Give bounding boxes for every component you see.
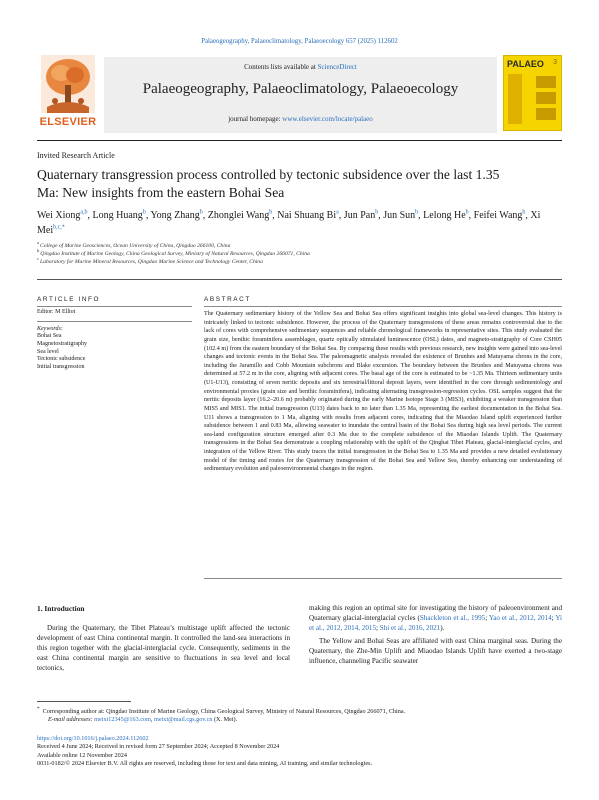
keyword: Bohai Sea — [37, 333, 62, 339]
contents-line — [104, 63, 497, 71]
cover-title: PALAEO — [507, 59, 544, 69]
paper-title: Quaternary transgression process controlled by tectonic subsidence over the last 1.35 Ma: New insights from the eastern Bohai Sea — [37, 167, 500, 200]
abstract-heading: ABSTRACT — [204, 296, 251, 303]
contents-prefix: Contents lists available at — [244, 63, 318, 71]
author-name: Lelong He — [423, 210, 466, 221]
available-online: Available online 12 November 2024 — [37, 751, 127, 759]
affiliation-text: Qingdao Institute of Marine Geology, China Geological Survey, Ministry of Natural Resources, Qingdao 266071, China — [40, 250, 310, 257]
author-name: Jun Pan — [343, 210, 376, 221]
author[interactable] — [423, 210, 469, 221]
author-name: Feifei Wang — [473, 210, 523, 221]
cover-number: 3 — [553, 59, 557, 66]
author[interactable] — [277, 210, 339, 221]
introduction-paragraph: During the Quaternary, the Tibet Plateau’s multistage uplift affected the tectonic development of east China continental margin. It controlled the land-sea interactions in this region together with the glacial-interglacial cycle. Consequently, sediments in the east China continental margin are sensitive to fluctuations in sea level and local tectonics, — [37, 624, 290, 673]
email-link[interactable]: meixi@mail.cgs.gov.cn — [154, 716, 213, 724]
author[interactable] — [474, 210, 526, 221]
citation-link[interactable]: Yao et al., 2012, 2014 — [488, 614, 552, 623]
journal-header — [104, 57, 497, 133]
keyword: Tectonic subsidence — [37, 356, 86, 363]
keyword: Initial transgression — [37, 364, 85, 371]
keywords-label: Keywords: — [37, 326, 63, 332]
homepage-line — [104, 115, 497, 123]
header-divider — [37, 140, 562, 141]
affiliation-list — [37, 240, 557, 267]
divider — [204, 306, 562, 307]
corresponding-author-text: Corresponding author at: Qingdao Institute of Marine Geology, China Geological Survey, Ministry of Natural Resources, Qingdao 266071, China. — [42, 708, 406, 716]
email-line — [37, 716, 562, 724]
author-list: Wei Xiong$^{a,b}$, Long Huang$^b$, Yong Zhang$^b$, Zhonglei Wang$^b$, Nai Shuang Bi$^a$, Jun Pan$^b$, Jun Sun$^b$, Lelong He$^b$, Feifei Wang$^b$, Xi Mei$^{b,c,*}$ — [37, 209, 541, 236]
author-affiliation-marker[interactable]: a,b — [80, 209, 88, 216]
author-affiliation-marker[interactable]: a — [336, 209, 339, 216]
journal-reference[interactable]: Palaeogeography, Palaeoclimatology, Palaeoecology 657 (2025) 112602 — [201, 38, 398, 45]
section-divider — [37, 279, 562, 280]
email-suffix: (X. Mei). — [212, 716, 238, 724]
affiliation — [37, 248, 557, 259]
cover-decoration — [508, 74, 522, 124]
author[interactable] — [344, 210, 378, 221]
paragraph-text: making this region an optimal site for investigating the history of paleoenvironment and Quaternary glacial-interglacial cycles ( — [309, 604, 562, 623]
article-type: Invited Research Article — [37, 151, 115, 160]
author[interactable] — [383, 210, 418, 221]
doi-link[interactable]: https://doi.org/10.1016/j.palaeo.2024.112602 — [37, 735, 149, 742]
affiliation-text: College of Marine Geosciences, Ocean University of China, Qingdao 266100, China — [40, 243, 231, 249]
introduction-heading: 1. Introduction — [37, 604, 85, 613]
copyright-line: 0031-0182/© 2024 Elsevier B.V. All rights are reserved, including those for text and data mining, AI training, and similar technologies. — [37, 760, 373, 768]
article-info-heading: ARTICLE INFO — [37, 296, 101, 303]
editor-line: Editor: M Elliot — [37, 309, 76, 315]
keyword-list — [37, 333, 87, 372]
author[interactable] — [37, 210, 88, 221]
author[interactable] — [93, 210, 146, 221]
author-name: Long Huang — [92, 210, 143, 221]
affiliation-text: Laboratory for Marine Mineral Resources, Qingdao Marine Science and Technology Center, China — [40, 258, 263, 265]
divider — [204, 578, 562, 579]
citation-link[interactable]: Shackleton et al., 1995 — [419, 614, 486, 623]
paragraph-text: ). — [440, 624, 445, 633]
author-affiliation-marker[interactable]: b — [415, 209, 419, 216]
keyword: Sea level — [37, 348, 59, 355]
author-name: Nai Shuang Bi — [277, 210, 337, 221]
journal-title: Palaeogeography, Palaeoclimatology, Palaeoecology — [142, 81, 459, 97]
footnote-divider — [37, 701, 131, 702]
author[interactable] — [150, 210, 202, 221]
cover-decoration — [536, 76, 556, 88]
cover-decoration — [536, 92, 556, 104]
email-label: E-mail addresses: — [48, 716, 95, 724]
email-separator: , — [150, 716, 155, 724]
author-name: Xi Mei — [37, 210, 541, 236]
author-affiliation-marker[interactable]: b — [269, 209, 273, 216]
author-affiliation-marker[interactable]: b — [375, 209, 379, 216]
affiliation-key: c — [37, 255, 40, 261]
citation-link[interactable]: Yi et al., 2012, 2014, 2015 — [309, 614, 563, 633]
author-affiliation-marker[interactable]: b — [199, 209, 203, 216]
introduction-paragraph: The Yellow and Bohai Seas are affiliated with east China marginal seas. During the Quaternary, the Zhe-Min Uplift and Miaodao Islands Uplift have exerted a two-stage influence, channeling Pacific seawater — [309, 637, 562, 666]
divider — [37, 321, 192, 322]
affiliation-key: a — [37, 240, 40, 246]
footnote-marker: * — [37, 706, 40, 712]
introduction-paragraph — [309, 603, 562, 633]
author-name: Zhonglei Wang — [207, 210, 270, 221]
abstract-text: The Quaternary sedimentary history of the Yellow Sea and Bohai Sea offers significant insights into global sea-level changes. This history is intricately linked to tectonic subsidence. However, the process of the Quaternary transgressions of these areas remains controversial due to the lack of cores with comprehensive sedimentary sequences and reliable chronological frameworks in representative sites. This study evaluated the grain size, benthic foraminifera assemblages, quartz optically stimulated luminescence (OSL) dates, and magneto-stratigraphy of Core CSH05 (102.4 m) from the eastern boundary of the Bohai Sea. By comparing these results with previous research, new insights were gained into sea-level changes and tectonic events in the Bohai Sea. The paleomagnetic analysis revealed the existence of Brunhes and Matuyama chrons in the core, including the Jaramillo and Cobb Mountain subchrons and Blake excursion. The boundary between the Brunhes and Matuyama chrons was determined at 57.2 m in the core, aligning with adjacent cores. The basal age of the core is estimated to be ~1.35 Ma. Thirteen sedimentary units (U1-U13), consisting of seven neritic deposits and six terrestrial/littoral deposit layers, were identified in the core through sedimentology and environmental proxies (grain size and benthic foraminifera), indicating alternating transgression-regression cycles. OSL samples suggest that the neritic deposits layer (16.2–20.6 m) probably originated during the early Marine Isotope Stage 3 (MIS3), exhibiting a weaker transgression than MIS5 and MIS1. The initial transgression (U13) dates back to no later than 1.35 Ma, representing the earliest documentation in the Bohai Sea. U11 shows a transgression to 1 Ma, aligning with results from adjacent cores, indicating that the Miaodao Island uplift experienced further subsidence between 1 and 0.83 Ma, allowing seawater to inundate the central basin of the Bohai Sea during high sea level periods. The current sea-land configuration structure emerged after 0.3 Ma due to the complete subsidence of the Miaodao Islands Uplift. The Quaternary transgressions in the Bohai Sea demonstrate a coupling relationship with the uplift of the Qinghai Tibet Plateau, glacial-interglacial cycles, and integration of the Yellow River. This study traces the initial transgression in the Bohai Sea to 1.35 Ma and provides a new detailed evolutionary model of the timing and routes for the Quaternary transgression of the Bohai Sea and Yellow Sea, thereby enhancing our understanding of sedimentary evolution and paleoenvironmental changes in the region. — [204, 311, 562, 473]
author-name: Jun Sun — [383, 210, 416, 221]
introduction-right-column — [309, 603, 562, 667]
author-name: Wei Xiong — [37, 210, 81, 221]
citation-links: Shackleton et al., 1995; Yao et al., 2012, 2014; Yi et al., 2012, 2014, 2015; Shi et al., 2016, 2021 — [309, 614, 563, 633]
author-affiliation-marker[interactable]: b,c,* — [53, 224, 65, 231]
author-affiliation-marker[interactable]: b — [522, 209, 526, 216]
publisher-name: ELSEVIER — [39, 116, 97, 128]
affiliation — [37, 255, 557, 267]
elsevier-tree-icon — [41, 55, 95, 113]
corresponding-author-note — [37, 705, 562, 716]
email-link[interactable]: meixi12345@163.com — [94, 716, 151, 724]
keyword: Magnetostratigraphy — [37, 340, 87, 347]
citation-link[interactable]: Shi et al., 2016, 2021 — [379, 624, 441, 633]
author[interactable] — [208, 210, 273, 221]
homepage-prefix: journal homepage: — [228, 115, 283, 123]
divider — [37, 306, 192, 307]
author-name: Yong Zhang — [150, 210, 200, 221]
author-affiliation-marker[interactable]: b — [142, 209, 146, 216]
sciencedirect-link[interactable]: ScienceDirect — [317, 63, 357, 71]
affiliation-key: b — [37, 248, 40, 254]
publication-info — [37, 735, 562, 769]
journal-cover-image[interactable] — [503, 55, 562, 131]
cover-decoration — [536, 108, 556, 120]
received-dates: Received 4 June 2024; Received in revised form 27 September 2024; Accepted 8 November 2024 — [37, 743, 280, 751]
footnotes — [37, 705, 562, 725]
elsevier-logo[interactable] — [37, 55, 99, 131]
homepage-link[interactable]: www.elsevier.com/locate/palaeo — [282, 115, 373, 123]
author-affiliation-marker[interactable]: b — [465, 209, 469, 216]
